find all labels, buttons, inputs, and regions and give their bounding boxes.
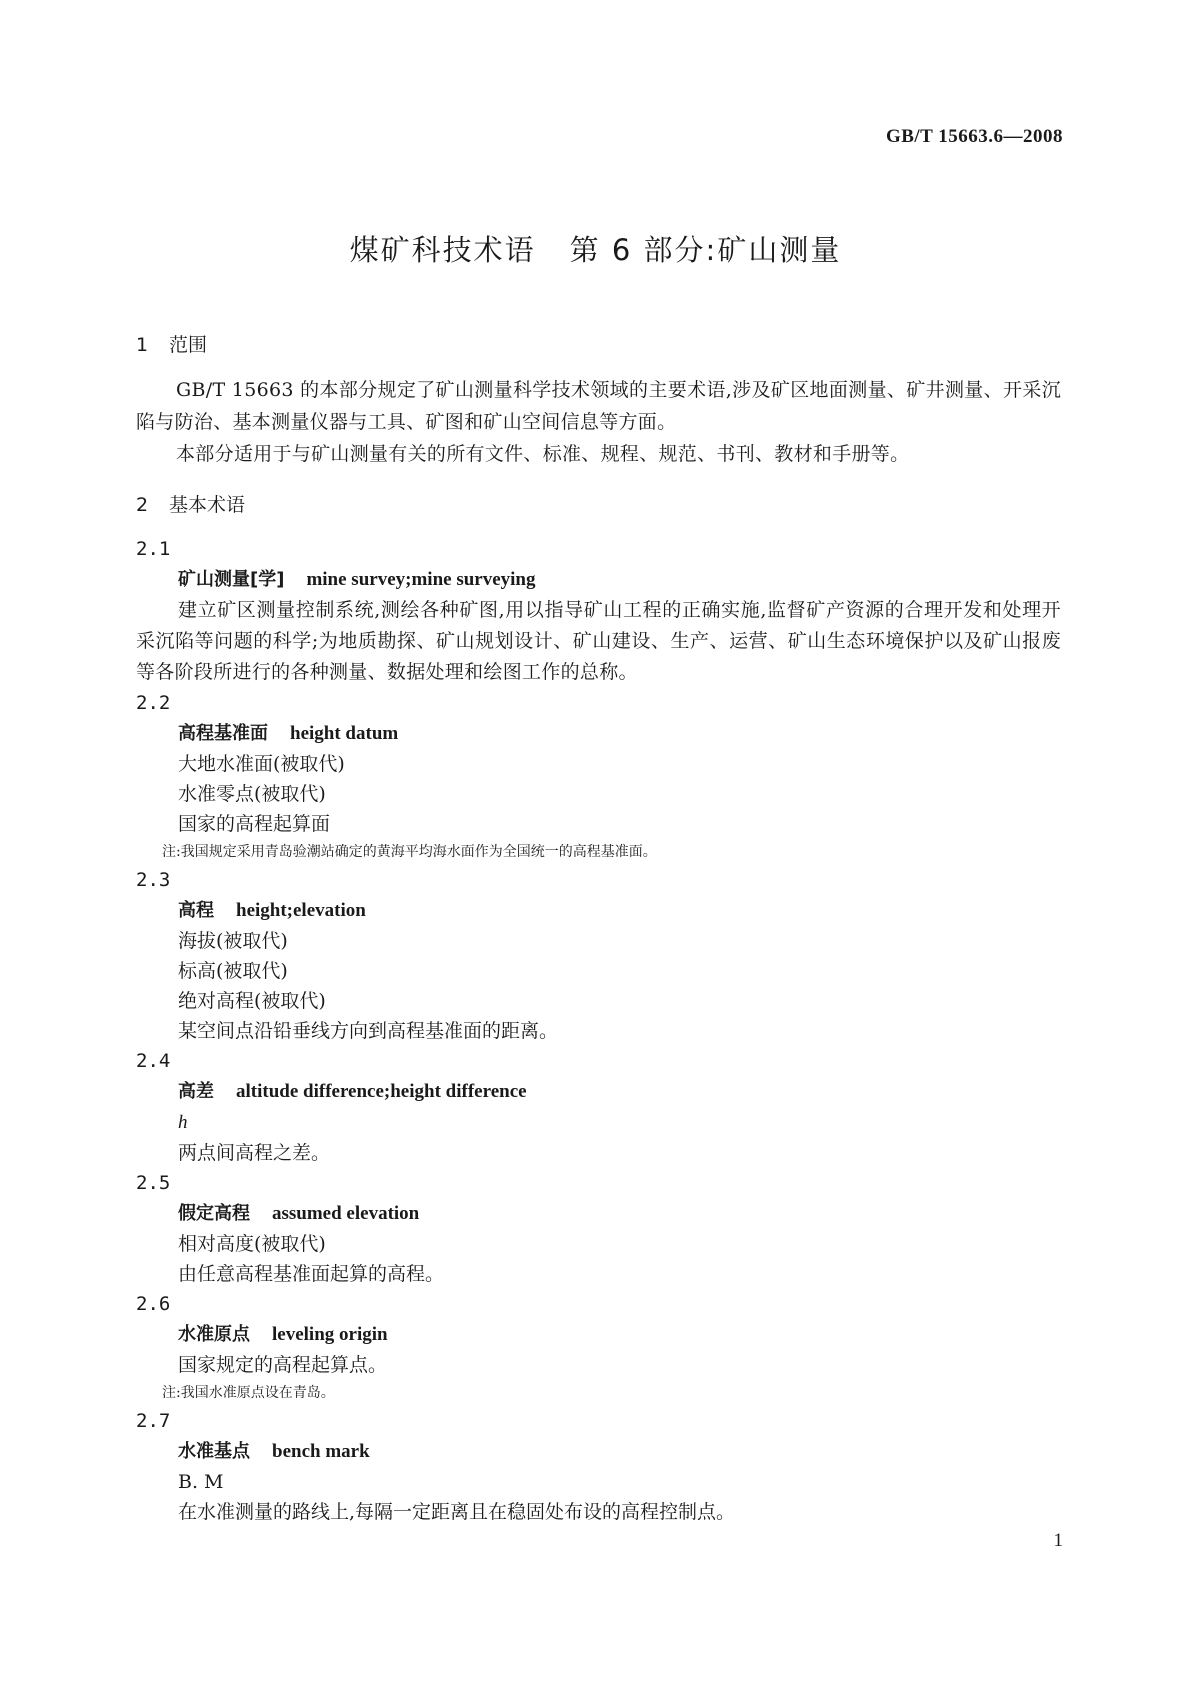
- term-heading: [136, 718, 1061, 749]
- scope-paragraph-2: 本部分适用于与矿山测量有关的所有文件、标准、规程、规范、书刊、教材和手册等。: [176, 443, 910, 465]
- term-chinese: 水准基点: [178, 1441, 250, 1462]
- section-heading-scope: [136, 330, 1061, 360]
- deprecated-term: 绝对高程(被取代): [178, 990, 326, 1012]
- deprecated-term: 海拔(被取代): [178, 930, 288, 952]
- term-definition: 由任意高程基准面起算的高程。: [178, 1263, 445, 1285]
- document-title: [0, 228, 1191, 269]
- term-abbreviation: B. M: [178, 1471, 224, 1493]
- section-heading-basic-terms: [136, 490, 1061, 520]
- term-definition: 某空间点沿铅垂线方向到高程基准面的距离。: [178, 1020, 559, 1042]
- term-definition: 国家的高程起算面: [178, 813, 331, 835]
- term-chinese: 假定高程: [178, 1203, 250, 1224]
- term-heading: [136, 1436, 1061, 1467]
- term-definition: 两点间高程之差。: [178, 1142, 331, 1164]
- term-definition: 在水准测量的路线上,每隔一定距离且在稳固处布设的高程控制点。: [178, 1501, 736, 1523]
- deprecated-term: 大地水准面(被取代): [178, 753, 345, 775]
- deprecated-term: 标高(被取代): [178, 960, 288, 982]
- term-english: bench mark: [272, 1441, 370, 1462]
- title-part: 第 6 部分:矿山测量: [569, 233, 842, 267]
- term-chinese: 矿山测量[学]: [178, 569, 285, 590]
- term-english: height datum: [290, 723, 399, 744]
- term-note: 注:我国水准原点设在青岛。: [162, 1385, 335, 1401]
- document-body: [136, 330, 1061, 1527]
- section-number: 2: [136, 494, 149, 516]
- term-heading: [136, 1319, 1061, 1350]
- deprecated-term: 水准零点(被取代): [178, 783, 326, 805]
- entry-number: 2.7: [136, 1410, 171, 1432]
- section-title: 基本术语: [169, 494, 246, 516]
- term-symbol: [136, 1107, 1061, 1138]
- entry-number: 2.6: [136, 1293, 171, 1315]
- deprecated-term: 相对高度(被取代): [178, 1233, 326, 1255]
- term-heading: [136, 1198, 1061, 1229]
- term-english: mine survey;mine surveying: [306, 569, 536, 590]
- term-english: leveling origin: [272, 1324, 388, 1345]
- term-chinese: 高差: [178, 1081, 214, 1102]
- term-english: assumed elevation: [272, 1203, 420, 1224]
- term-chinese: 高程基准面: [178, 723, 268, 744]
- entry-number: 2.4: [136, 1050, 171, 1072]
- term-english: height;elevation: [236, 900, 366, 921]
- entry-number: 2.3: [136, 869, 171, 891]
- term-chinese: 水准原点: [178, 1324, 250, 1345]
- standard-code: GB/T 15663.6—2008: [885, 126, 1063, 147]
- section-number: 1: [136, 334, 149, 356]
- section-title: 范围: [169, 334, 208, 356]
- title-main: 煤矿科技术语: [349, 233, 536, 267]
- scope-paragraph-1: GB/T 15663 的本部分规定了矿山测量科学技术领域的主要术语,涉及矿区地面测量、矿井测量、开采沉陷与防治、基本测量仪器与工具、矿图和矿山空间信息等方面。: [136, 379, 1061, 433]
- term-definition: 国家规定的高程起算点。: [178, 1354, 388, 1376]
- term-note: 注:我国规定采用青岛验潮站确定的黄海平均海水面作为全国统一的高程基准面。: [162, 844, 657, 860]
- term-definition: 建立矿区测量控制系统,测绘各种矿图,用以指导矿山工程的正确实施,监督矿产资源的合理开发和处理开采沉陷等问题的科学;为地质勘探、矿山规划设计、矿山建设、生产、运营、矿山生态环境保护以及矿山报废等各阶段所进行的各种测量、数据处理和绘图工作的总称。: [136, 599, 1061, 683]
- term-heading: [136, 895, 1061, 926]
- term-chinese: 高程: [178, 900, 214, 921]
- term-heading: [136, 564, 1061, 595]
- symbol-text: h: [178, 1112, 188, 1133]
- term-english: altitude difference;height difference: [236, 1081, 527, 1102]
- entry-number: 2.1: [136, 538, 171, 560]
- entry-number: 2.5: [136, 1172, 171, 1194]
- page-number: 1: [1053, 1530, 1063, 1551]
- entry-number: 2.2: [136, 692, 171, 714]
- term-heading: [136, 1076, 1061, 1107]
